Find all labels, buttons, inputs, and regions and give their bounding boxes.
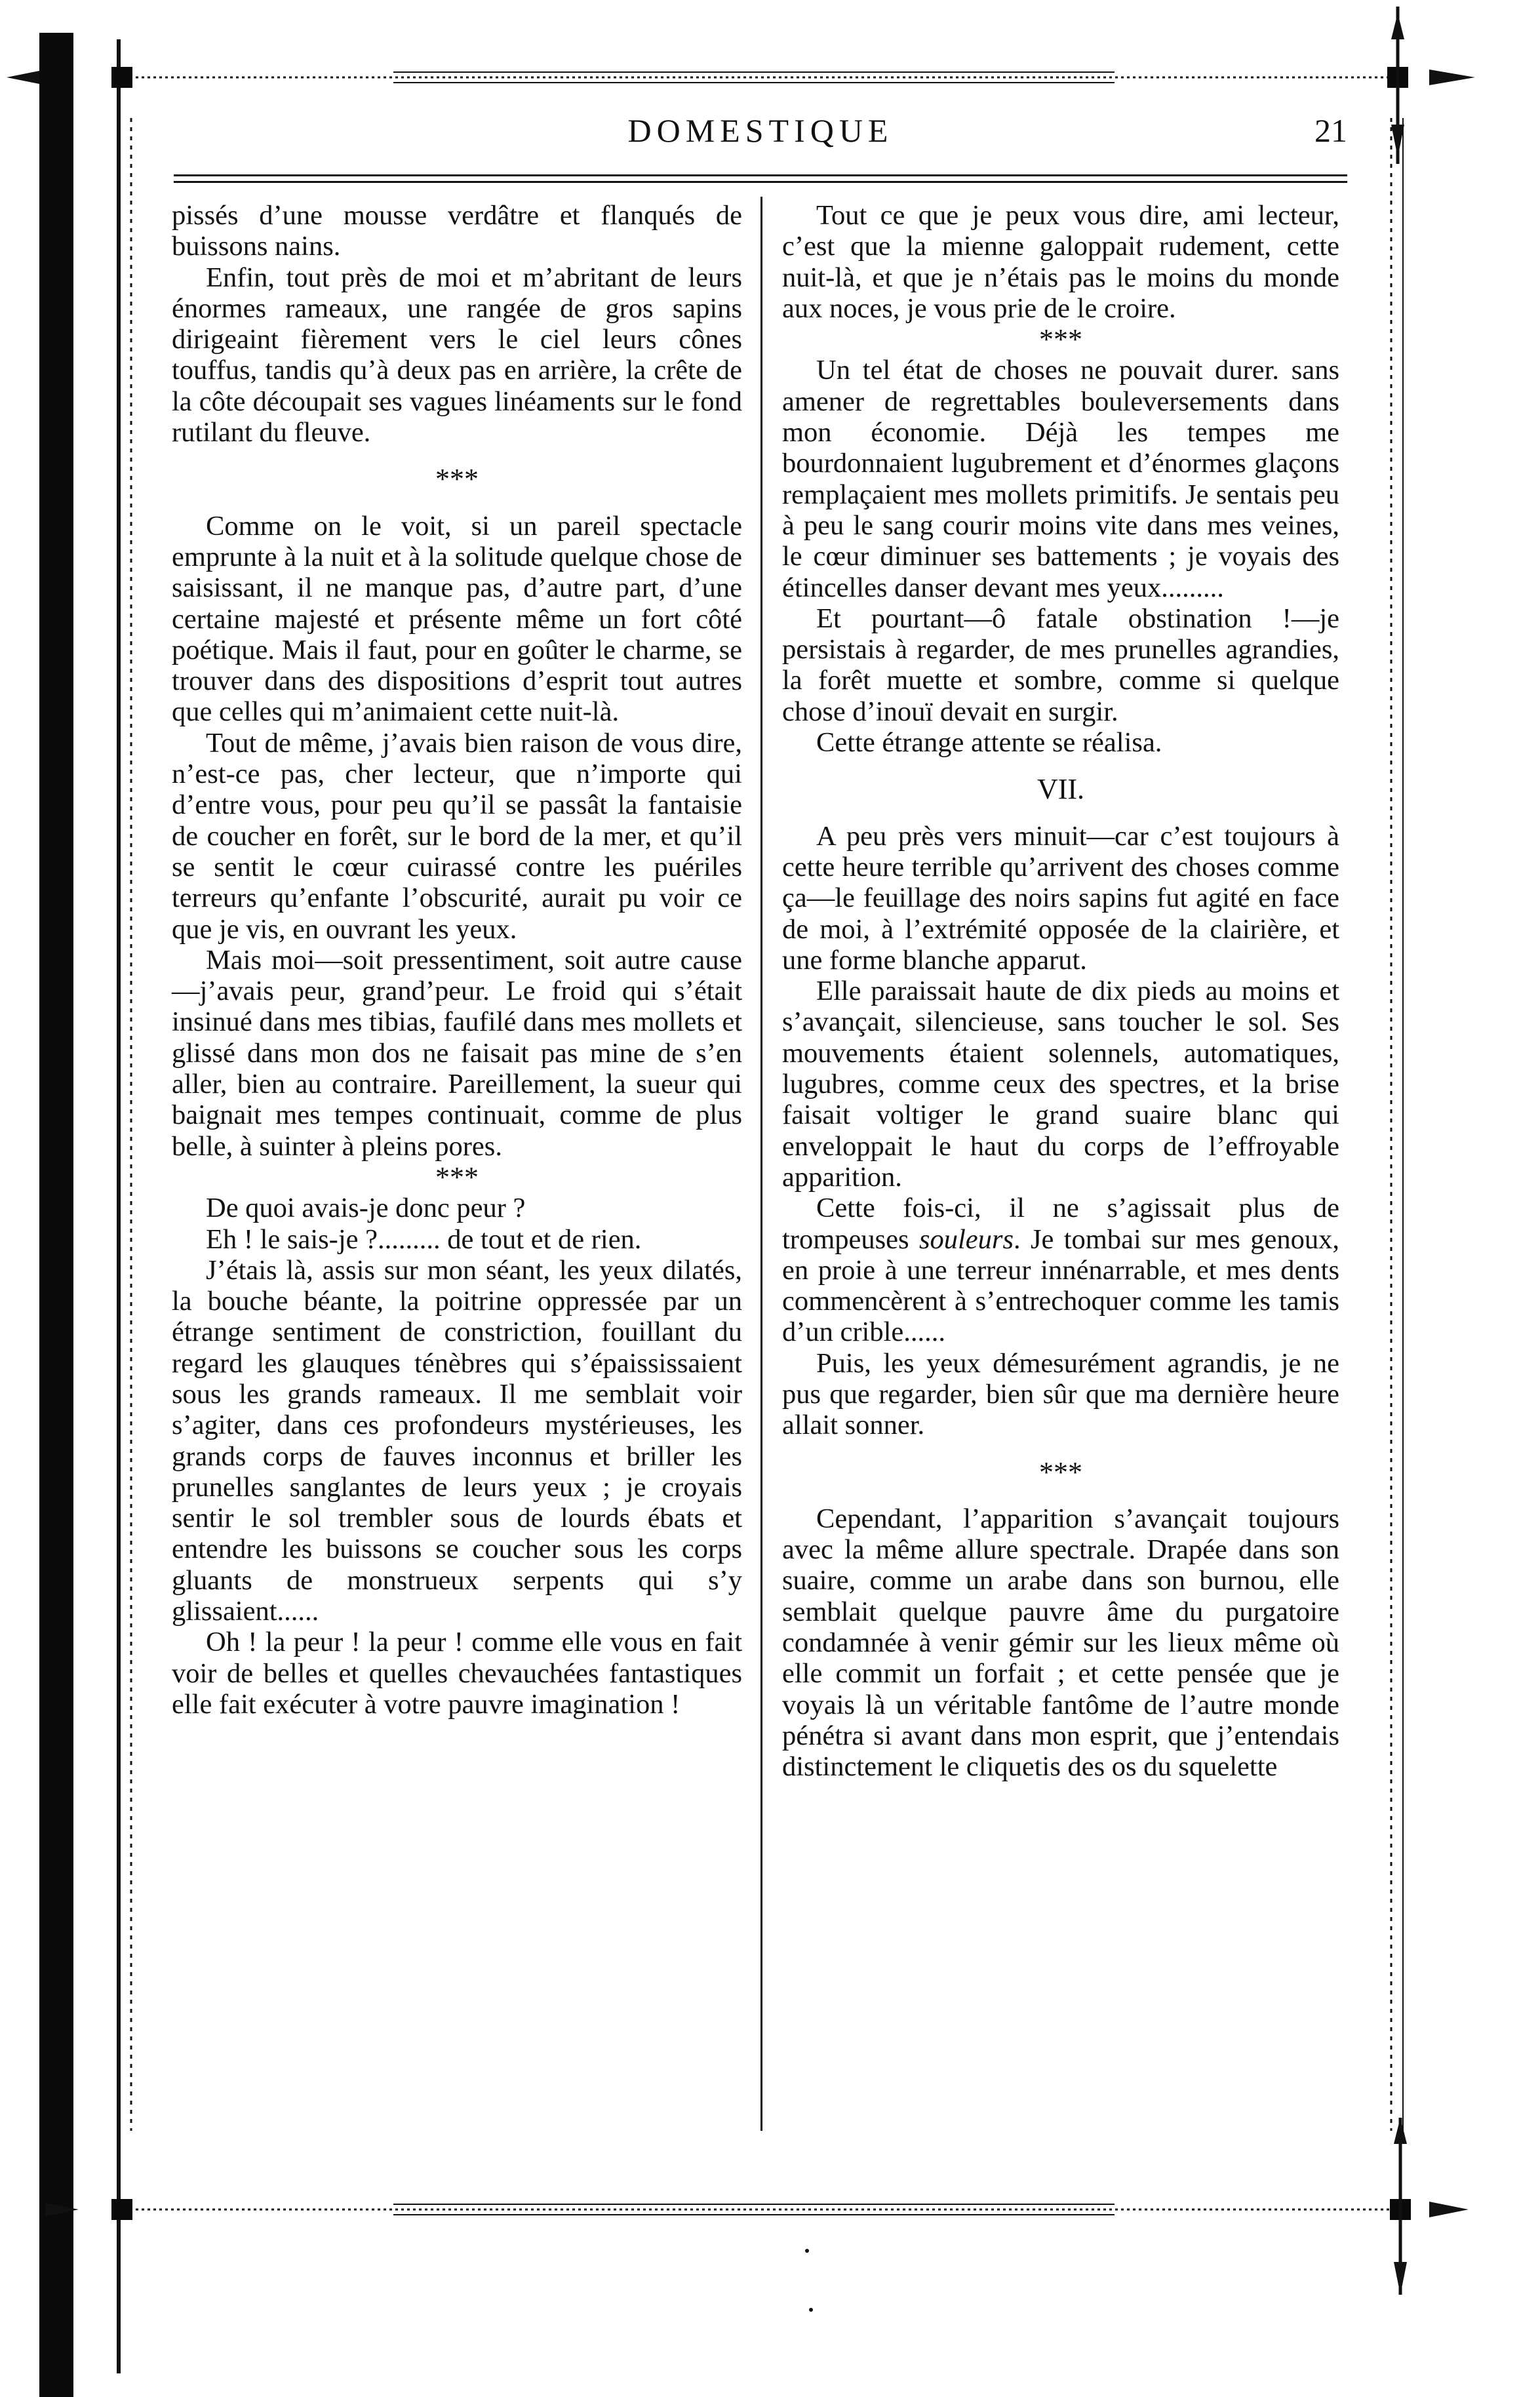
- paragraph: Comme on le voit, si un pareil spectacle emprunte à la nuit et à la solitude quelque chose de saisissant, il ne manque pas, d’autre part, d’une certaine majesté et présente même un fort côté poétique. Mais il faut, pour en goûter le charme, se trouver dans des dispositions d’esprit tout autres que celles qui m’animaient cette nuit-là.: [172, 510, 742, 728]
- page-header: [174, 111, 1347, 170]
- italic-word: souleurs: [918, 1223, 1014, 1255]
- section-break-stars: ***: [1039, 1456, 1082, 1488]
- running-title: DOMESTIQUE: [627, 112, 894, 149]
- paragraph: pissés d’une mousse verdâtre et flanqués de buissons nains.: [172, 200, 742, 262]
- stray-mark: [809, 2308, 813, 2312]
- paragraph: De quoi avais-je donc peur ?: [206, 1193, 526, 1224]
- paragraph: Tout ce que je peux vous dire, ami lecteur, c’est que la mienne galoppait rudement, cette nuit-là, et que je n’étais pas le moins du monde aux noces, je vous prie de le croire.: [782, 200, 1339, 324]
- page-number: 21: [1314, 112, 1347, 149]
- paragraph: Puis, les yeux démesurément agrandis, je ne pus que regarder, bien sûr que ma dernière heure allait sonner.: [782, 1347, 1339, 1441]
- paragraph: J’étais là, assis sur mon séant, les yeux dilatés, la bouche béante, la poitrine oppressée par un étrange sentiment de constriction, fouillant du regard les glauques ténèbres qui s’épaississaient sous les grands rameaux. Il me semblait voir s’agiter, dans ces profondeurs mystérieuses, les grands corps de fauves inconnus et briller les prunelles sanglantes de leurs yeux ; je croyais sentir le sol trembler sous de lourds ébats et entendre les buissons se coucher sous les corps gluants de monstrueux serpents qui s’y glissaient......: [172, 1254, 742, 1627]
- paragraph: Mais moi—soit pressentiment, soit autre cause—j’avais peur, grand’peur. Le froid qui s’était insinué dans mes tibias, faufilé dans mes mollets et glissé dans mon dos ne faisait pas mine de s’en aller, bien au contraire. Pareillement, la sueur qui baignait mes tempes continuait, comme de plus belle, à suinter à pleins pores.: [172, 944, 742, 1162]
- column-divider: [760, 197, 762, 2131]
- paragraph: [782, 1193, 1339, 1347]
- left-column: [172, 200, 742, 1720]
- right-column: [782, 200, 1339, 1783]
- paragraph: Un tel état de choses ne pouvait durer. sans amener de regrettables bouleversements dans mon économie. Déjà les tempes me bourdonnaient lugubrement et d’énormes glaçons remplaçaient mes mollets primitifs. Je sentais peu à peu le sang courir moins vite dans mes veines, le cœur diminuer ses battements ; je voyais des étincelles danser devant mes yeux.........: [782, 355, 1339, 603]
- header-rule-2: [174, 181, 1347, 183]
- section-break-stars: ***: [435, 1160, 479, 1193]
- paragraph: A peu près vers minuit—car c’est toujours à cette heure terrible qu’arrivent des choses comme ça—le feuillage des noirs sapins fut agité en face de moi, à l’extrémité opposée de la clairière, et une forme blanche apparut.: [782, 820, 1339, 976]
- section-break-stars: ***: [435, 463, 479, 496]
- paragraph: Et pourtant—ô fatale obstination !—je persistais à regarder, de mes prunelles agrandies, la forêt muette et sombre, comme si quelque chose d’inouï devait en surgir.: [782, 603, 1339, 727]
- paragraph: Tout de même, j’avais bien raison de vous dire, n’est-ce pas, cher lecteur, que n’importe qui d’entre vous, pour peu qu’il se passât la fantaisie de coucher en forêt, sur le bord de la mer, et qu’il se sentit le cœur cuirassé contre les puériles terreurs qu’enfante l’obscurité, aurait pu voir ce que je vis, en ouvrant les yeux.: [172, 727, 742, 945]
- paragraph: Cependant, l’apparition s’avançait toujours avec la même allure spectrale. Drapée dans son suaire, comme un arabe dans son burnou, elle semblait quelque pauvre âme du purgatoire condamnée à venir gémir sur les lieux même où elle commit un forfait ; et cette pensée que je voyais là un véritable fantôme de l’autre monde pénétra si avant dans mon esprit, que j’entendais distinctement le cliquetis des os du squelette: [782, 1503, 1339, 1783]
- paragraph: Cette étrange attente se réalisa.: [816, 727, 1162, 759]
- paragraph: Oh ! la peur ! la peur ! comme elle vous en fait voir de belles et quelles chevauchées fantastiques elle fait exécuter à votre pauvre imagination !: [172, 1627, 742, 1720]
- paragraph: Enfin, tout près de moi et m’abritant de leurs énormes rameaux, une rangée de gros sapins dirigeaint fièrement vers le ciel leurs cônes touffus, tandis qu’à deux pas en arrière, la crête de la côte découpait ses vagues linéaments sur le fond rutilant du fleuve.: [172, 262, 742, 448]
- stray-mark: [805, 2249, 809, 2253]
- paragraph: Elle paraissait haute de dix pieds au moins et s’avançait, silencieuse, sans toucher le sol. Ses mouvements étaient solennels, automatiques, lugubres, comme ceux des spectres, et la brise faisait voltiger le grand suaire blanc qui enveloppait le haut du corps de l’effroyable apparition.: [782, 976, 1339, 1193]
- chapter-heading: VII.: [1037, 773, 1085, 806]
- text-run: Cette fois-ci, il ne s’agissait plus de trompeuses: [782, 1193, 1339, 1255]
- text-run: . Je tombai sur mes genoux, en proie à une terreur innénarrable, et mes dents commencèrent à s’entrechoquer comme les tamis d’un crible......: [782, 1223, 1339, 1348]
- section-break-stars: ***: [1039, 323, 1082, 356]
- paragraph: Eh ! le sais-je ?......... de tout et de rien.: [206, 1223, 642, 1255]
- header-rule: [174, 174, 1347, 176]
